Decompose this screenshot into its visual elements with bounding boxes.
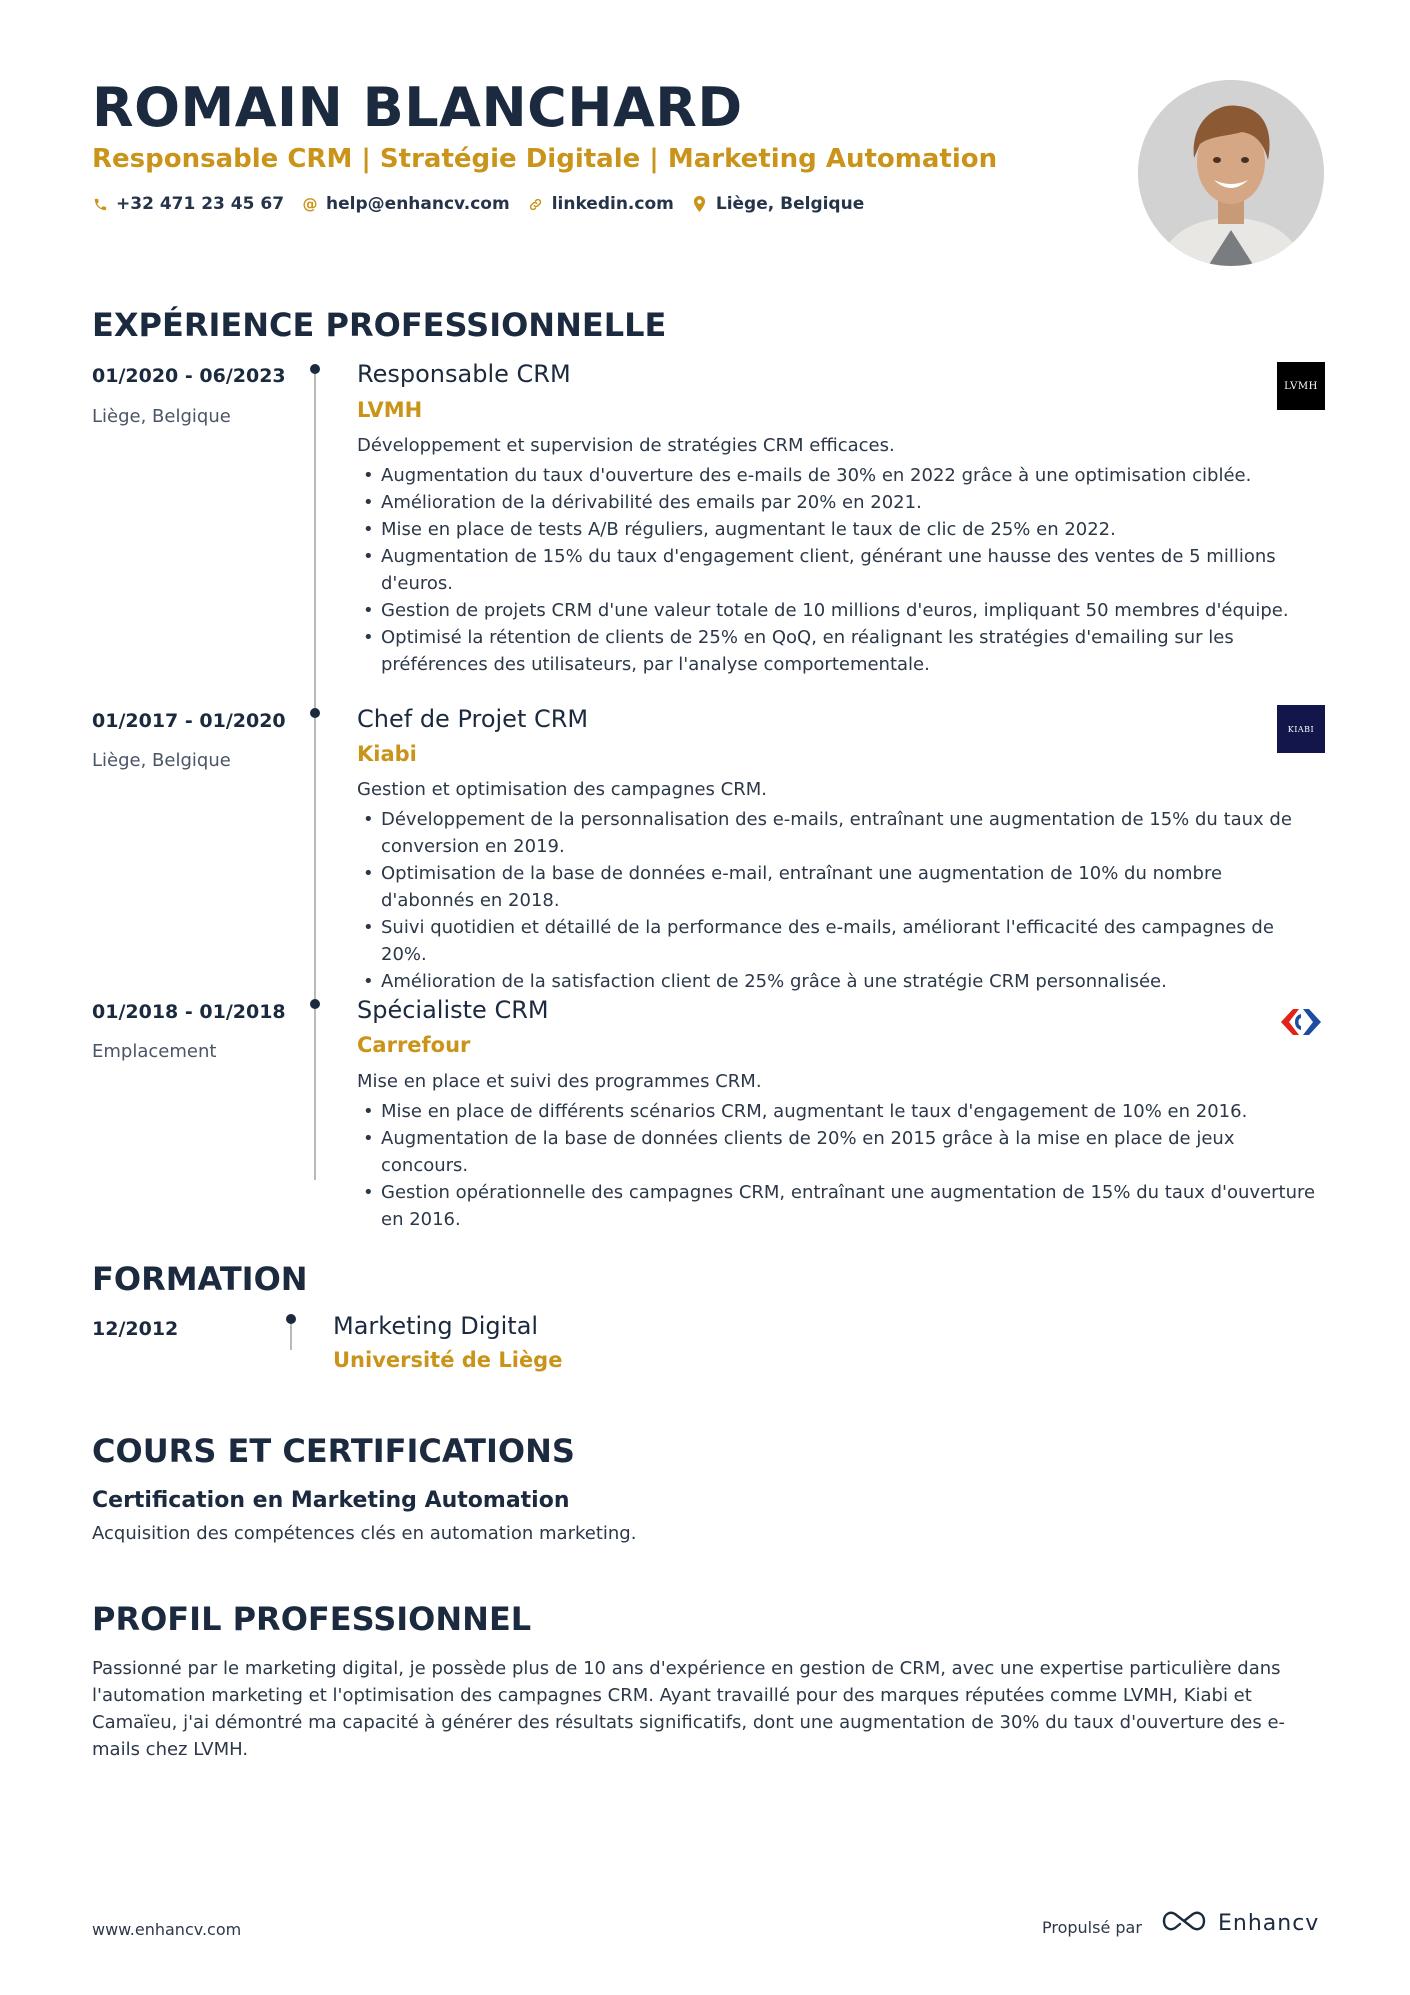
job-dates: 01/2020 - 06/2023 (92, 365, 286, 387)
job-role: Chef de Projet CRM (357, 705, 589, 733)
phone-icon (92, 195, 108, 213)
experience-section-title: EXPÉRIENCE PROFESSIONNELLE (92, 306, 667, 344)
enhancv-brand[interactable] (1160, 1908, 1319, 1938)
education-degree: Marketing Digital (333, 1312, 539, 1340)
contact-bar (92, 194, 864, 214)
enhancv-logo-icon (1160, 1908, 1208, 1938)
job-description: Mise en place et suivi des programmes CRM. (357, 1071, 762, 1092)
job-location: Liège, Belgique (92, 750, 231, 771)
enhancv-brand-text: Enhancv (1218, 1910, 1320, 1936)
education-section-title: FORMATION (92, 1260, 308, 1298)
summary-text: Passionné par le marketing digital, je possède plus de 10 ans d'expérience en gestion de CRM, avec une expertise particulière dans l'automation marketing et l'optimisation des campagnes CRM. Ayant travaillé pour des marques réputées comme LVMH, Kiabi et Camaïeu, j'ai démontré ma capacité à générer des résultats significatifs, dont une augmentation de 30% du taux d'ouverture des e-mails chez LVMH. (92, 1658, 1286, 1760)
profile-photo (1138, 80, 1324, 266)
job-bullets (357, 462, 1317, 678)
candidate-name: ROMAIN BLANCHARD (92, 76, 743, 139)
certification-description: Acquisition des compétences clés en automation marketing. (92, 1523, 637, 1544)
logo-text: KIABI (1287, 724, 1315, 734)
list-item: • Augmentation de la base de données clients de 20% en 2015 grâce à la mise en place de jeux concours. (357, 1125, 1317, 1179)
link-icon (528, 195, 544, 213)
job-bullets (357, 806, 1317, 995)
list-item: • Mise en place de différents scénarios CRM, augmentant le taux d'engagement de 10% en 2016. (357, 1098, 1317, 1125)
job-role: Responsable CRM (357, 360, 571, 388)
contact-linkedin[interactable] (528, 194, 674, 214)
list-item: • Amélioration de la satisfaction client de 25% grâce à une stratégie CRM personnalisée. (357, 968, 1317, 995)
list-item: • Amélioration de la dérivabilité des emails par 20% en 2021. (357, 489, 1317, 516)
list-item: • Optimisation de la base de données e-mail, entraînant une augmentation de 10% du nombre d'abonnés en 2018. (357, 860, 1317, 914)
timeline-dot (310, 364, 320, 374)
email-text: help@enhancv.com (326, 194, 510, 214)
at-icon: @ (302, 195, 318, 213)
job-description: Gestion et optimisation des campagnes CRM. (357, 779, 767, 800)
contact-location (692, 194, 864, 214)
job-bullets (357, 1098, 1317, 1233)
timeline-dot (286, 1314, 296, 1324)
location-text: Liège, Belgique (715, 194, 865, 214)
carrefour-logo (1277, 998, 1325, 1046)
phone-text: +32 471 23 45 67 (116, 194, 285, 214)
list-item: • Augmentation du taux d'ouverture des e-mails de 30% en 2022 grâce à une optimisation ciblée. (357, 462, 1317, 489)
certifications-section-title: COURS ET CERTIFICATIONS (92, 1432, 575, 1470)
job-company: Carrefour (357, 1033, 471, 1057)
education-school: Université de Liège (333, 1348, 563, 1372)
job-location: Emplacement (92, 1041, 217, 1062)
kiabi-logo (1277, 705, 1325, 753)
job-company: Kiabi (357, 742, 417, 766)
logo-text: LVMH (1284, 380, 1318, 392)
footer-powered-by: Propulsé par (1042, 1918, 1142, 1937)
experience-timeline-line (314, 368, 316, 1180)
certification-title: Certification en Marketing Automation (92, 1488, 570, 1513)
timeline-dot (310, 999, 320, 1009)
list-item: • Gestion opérationnelle des campagnes CRM, entraînant une augmentation de 15% du taux d'ouverture en 2016. (357, 1179, 1317, 1233)
location-pin-icon (692, 195, 708, 213)
timeline-dot (310, 708, 320, 718)
list-item: • Mise en place de tests A/B réguliers, augmentant le taux de clic de 25% en 2022. (357, 516, 1317, 543)
summary-section-title: PROFIL PROFESSIONNEL (92, 1600, 532, 1638)
job-description: Développement et supervision de stratégies CRM efficaces. (357, 435, 895, 456)
lvmh-logo (1277, 362, 1325, 410)
list-item: • Développement de la personnalisation des e-mails, entraînant une augmentation de 15% du taux de conversion en 2019. (357, 806, 1317, 860)
job-location: Liège, Belgique (92, 406, 231, 427)
job-dates: 01/2017 - 01/2020 (92, 710, 286, 732)
footer-url[interactable]: www.enhancv.com (92, 1920, 242, 1939)
job-dates: 01/2018 - 01/2018 (92, 1001, 286, 1023)
contact-email[interactable] (302, 194, 510, 214)
linkedin-text: linkedin.com (551, 194, 674, 214)
education-date: 12/2012 (92, 1318, 179, 1340)
list-item: • Gestion de projets CRM d'une valeur totale de 10 millions d'euros, impliquant 50 membres d'équipe. (357, 597, 1317, 624)
list-item: • Optimisé la rétention de clients de 25% en QoQ, en réalignant les stratégies d'emailing sur les préférences des utilisateurs, par l'analyse comportementale. (357, 624, 1317, 678)
contact-phone[interactable] (92, 194, 284, 214)
job-company: LVMH (357, 398, 423, 422)
list-item: • Augmentation de 15% du taux d'engagement client, générant une hausse des ventes de 5 millions d'euros. (357, 543, 1317, 597)
list-item: • Suivi quotidien et détaillé de la performance des e-mails, améliorant l'efficacité des campagnes de 20%. (357, 914, 1317, 968)
candidate-headline: Responsable CRM | Stratégie Digitale | Marketing Automation (92, 144, 998, 174)
job-role: Spécialiste CRM (357, 996, 549, 1024)
